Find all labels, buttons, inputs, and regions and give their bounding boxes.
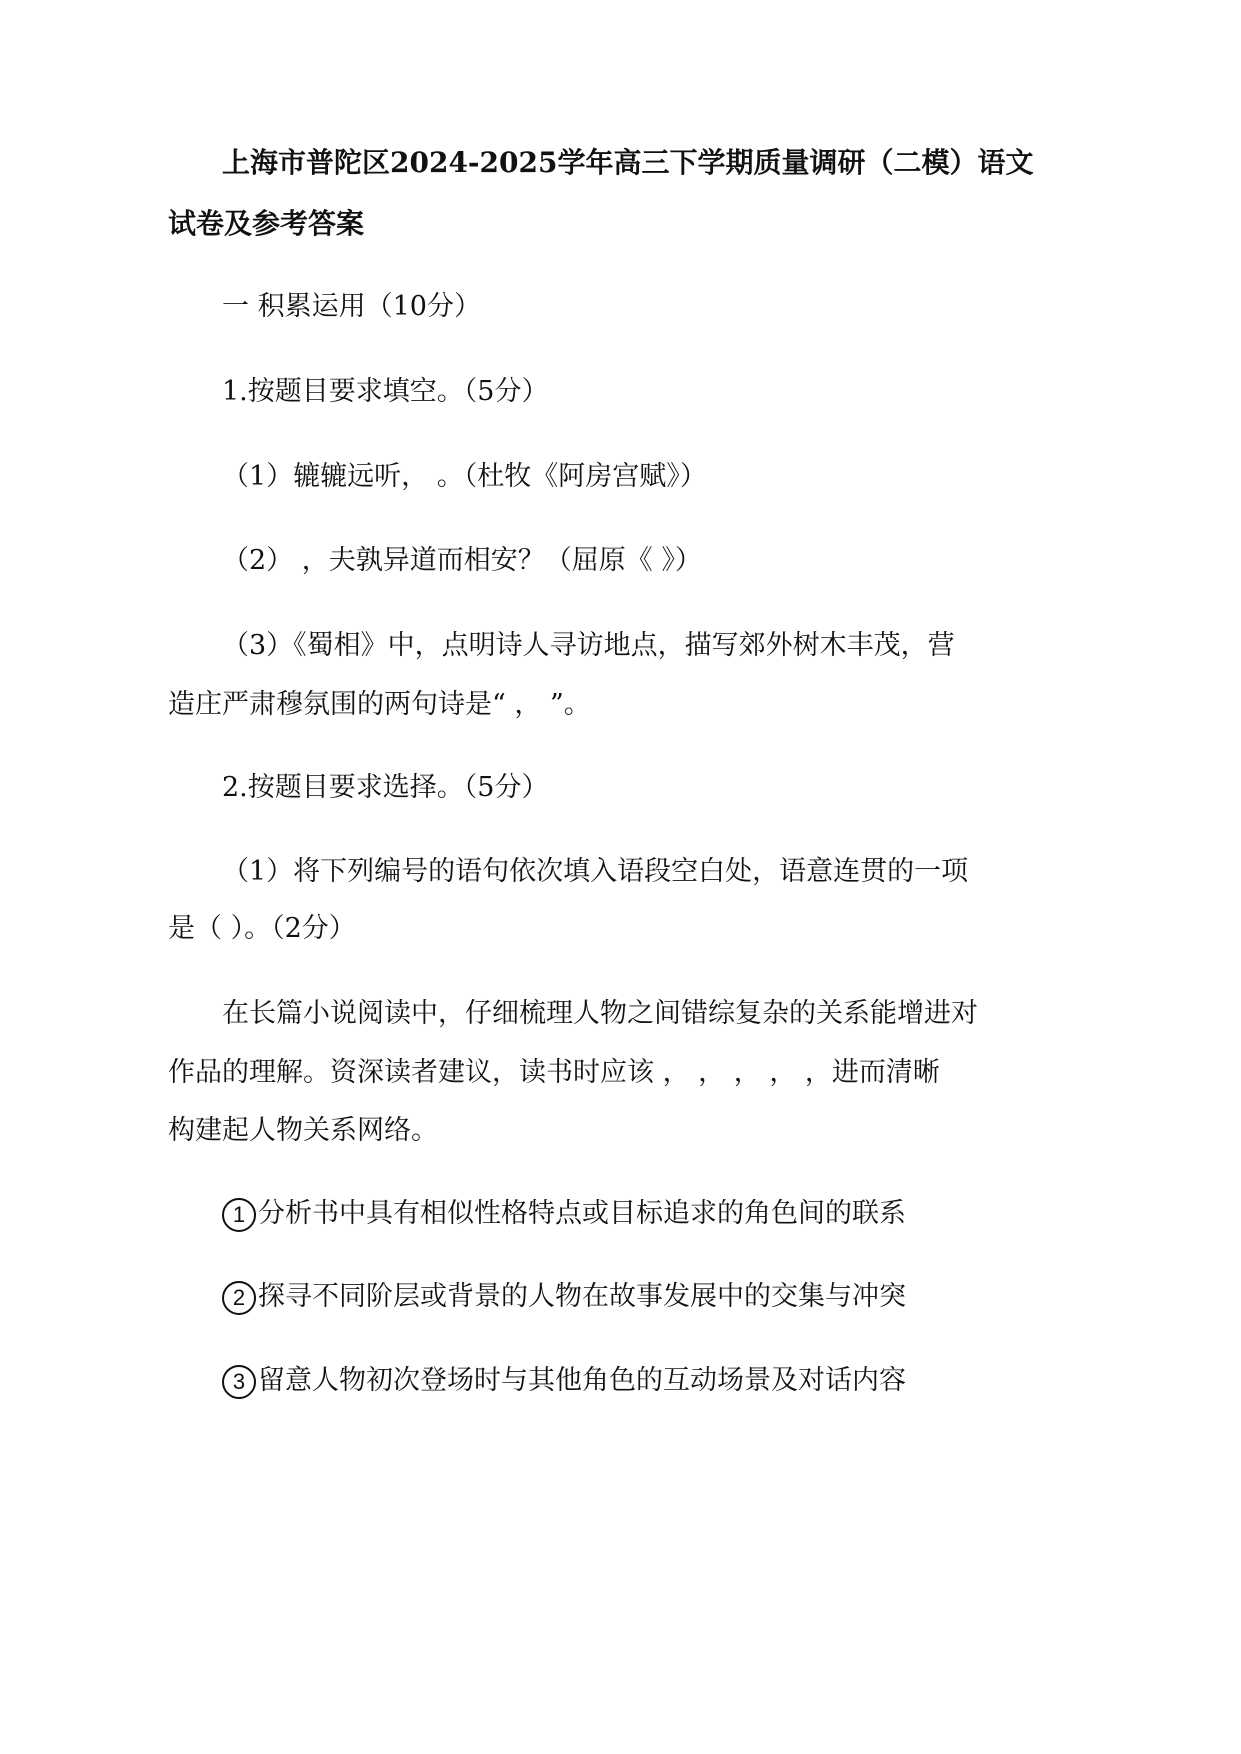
option-text-3: 留意人物初次登场时与其他角色的互动场景及对话内容: [258, 1365, 906, 1396]
option-item-3: [222, 1363, 906, 1399]
question-1-item-1: （1）辘辘远听， 。（杜牧《阿房宫赋》）: [222, 461, 707, 492]
circled-number-3: 3: [222, 1365, 256, 1399]
section-1-heading: 一 积累运用（10分）: [222, 291, 481, 322]
question-1-item-3-line-2: 造庄严肃穆氛围的两句诗是“ ， ”。: [168, 689, 591, 720]
document-title-line-1: 上海市普陀区2024-2025学年高三下学期质量调研（二模）语文: [222, 146, 1034, 179]
question-2-item-1-line-2: 是（ ）。（2分）: [168, 913, 356, 944]
option-item-1: [222, 1196, 906, 1232]
passage-line-3: 构建起人物关系网络。: [168, 1115, 438, 1146]
option-item-2: [222, 1279, 906, 1315]
question-2-heading: 2.按题目要求选择。（5分）: [222, 772, 549, 803]
document-title-line-2: 试卷及参考答案: [168, 207, 365, 240]
option-text-2: 探寻不同阶层或背景的人物在故事发展中的交集与冲突: [258, 1281, 906, 1312]
passage-line-1: 在长篇小说阅读中，仔细梳理人物之间错综复杂的关系能增进对: [222, 998, 978, 1029]
question-1-heading: 1.按题目要求填空。（5分）: [222, 376, 549, 407]
question-1-item-2: （2） ，夫孰异道而相安？（屈原《 》）: [222, 545, 702, 576]
question-2-item-1-line-1: （1）将下列编号的语句依次填入语段空白处，语意连贯的一项: [222, 856, 969, 887]
circled-number-2: 2: [222, 1281, 256, 1315]
question-1-item-3-line-1: （3）《蜀相》中，点明诗人寻访地点，描写郊外树木丰茂，营: [222, 630, 955, 661]
circled-number-1: 1: [222, 1198, 256, 1232]
passage-line-2: 作品的理解。资深读者建议，读书时应该 ， ， ， ， ，进而清晰: [168, 1057, 940, 1088]
option-text-1: 分析书中具有相似性格特点或目标追求的角色间的联系: [258, 1198, 906, 1229]
